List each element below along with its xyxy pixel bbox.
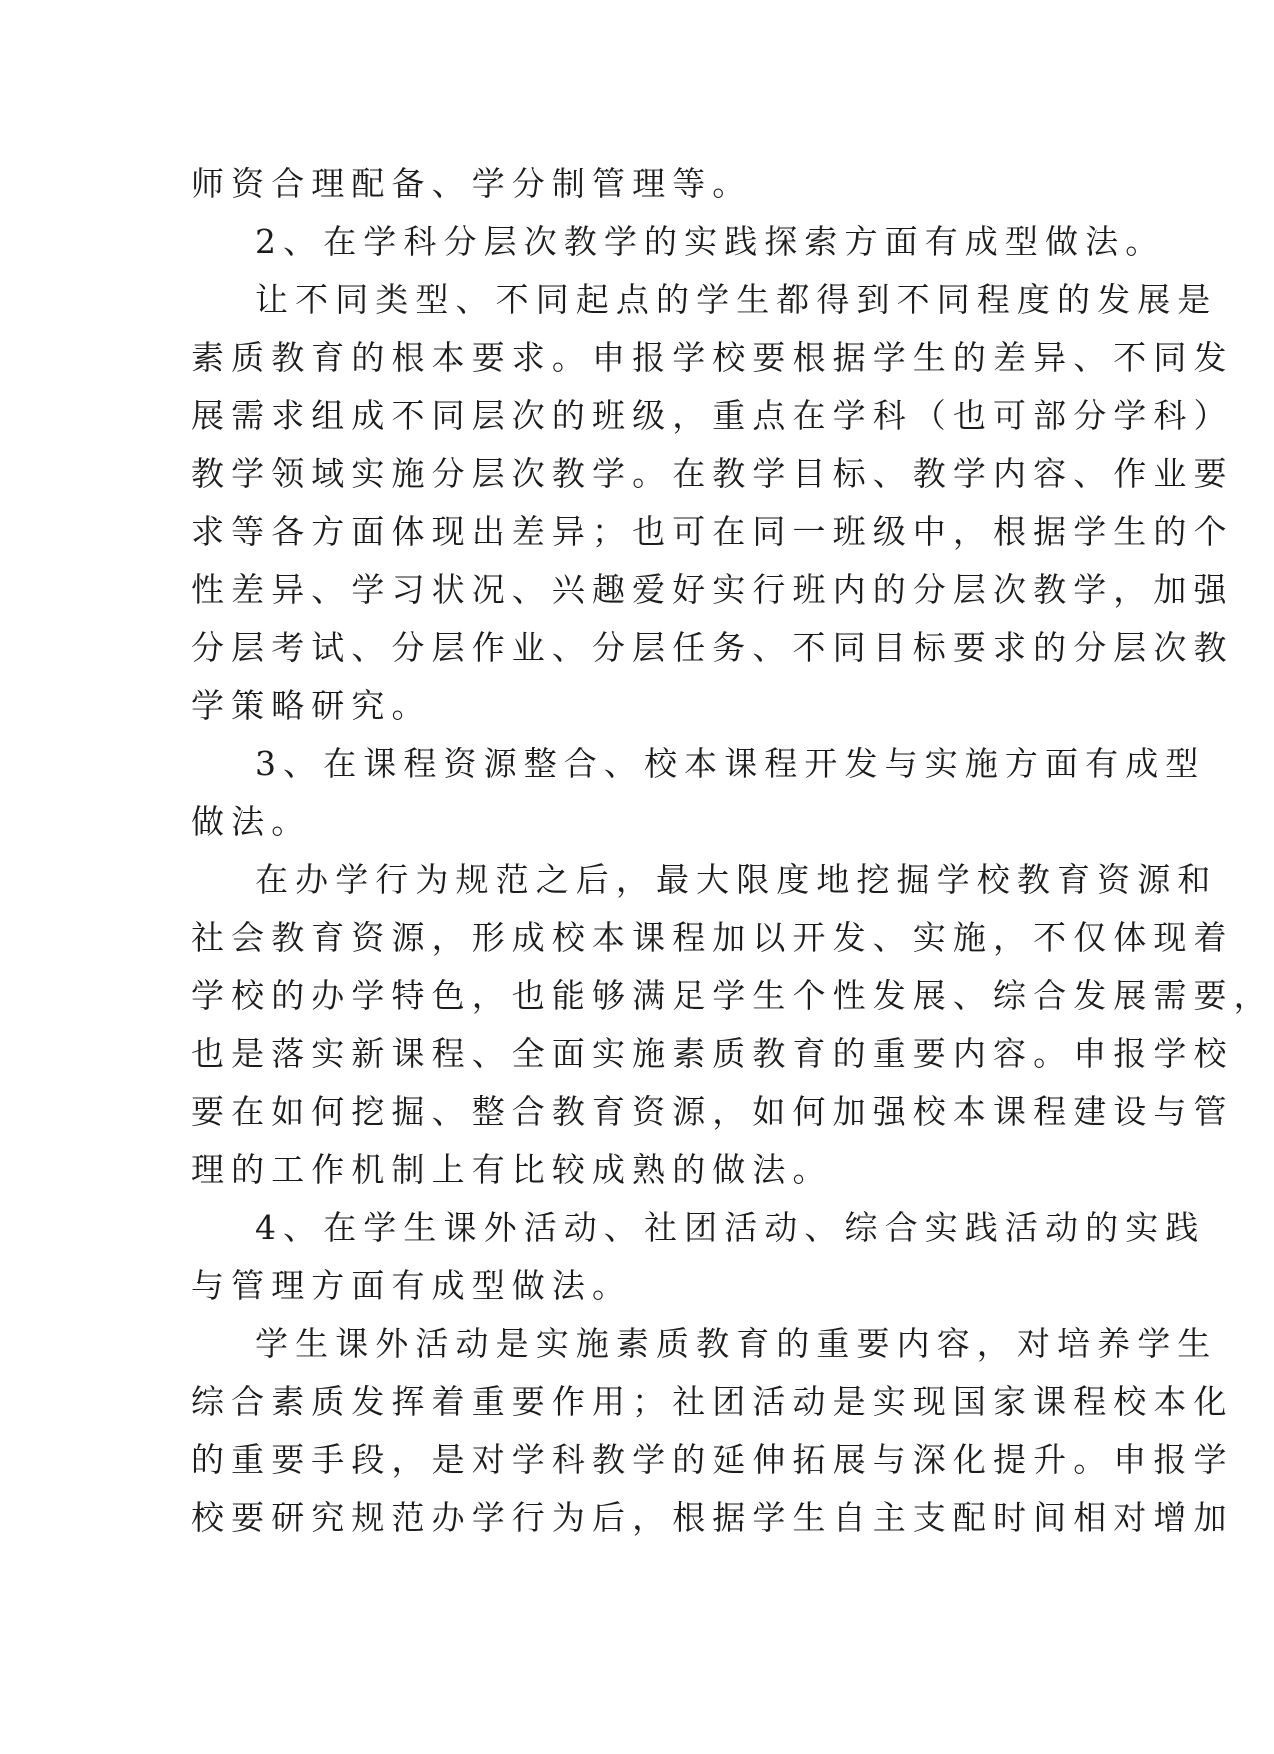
text-line: 展需求组成不同层次的班级，重点在学科（也可部分学科）	[191, 396, 1234, 435]
text-line: 综合素质发挥着重要作用；社团活动是实现国家课程校本化	[191, 1382, 1234, 1421]
text-line: 师资合理配备、学分制管理等。	[191, 164, 753, 203]
section-heading: 2、在学科分层次教学的实践探索方面有成型做法。	[255, 222, 1166, 261]
text-line: 教学领域实施分层次教学。在教学目标、教学内容、作业要	[191, 454, 1234, 493]
text-line: 让不同类型、不同起点的学生都得到不同程度的发展是	[255, 280, 1218, 319]
text-line: 要在如何挖掘、整合教育资源，如何加强校本课程建设与管	[191, 1092, 1234, 1131]
text-line: 理的工作机制上有比较成熟的做法。	[191, 1150, 833, 1189]
text-line: 学策略研究。	[191, 686, 432, 725]
section-heading: 4、在学生课外活动、社团活动、综合实践活动的实践	[255, 1208, 1206, 1247]
text-line: 求等各方面体现出差异；也可在同一班级中，根据学生的个	[191, 512, 1234, 551]
text-line: 学校的办学特色，也能够满足学生个性发展、综合发展需要，	[191, 976, 1274, 1015]
text-line: 素质教育的根本要求。申报学校要根据学生的差异、不同发	[191, 338, 1234, 377]
section-heading-continued: 与管理方面有成型做法。	[191, 1266, 633, 1305]
text-line: 性差异、学习状况、兴趣爱好实行班内的分层次教学，加强	[191, 570, 1234, 609]
text-line: 的重要手段，是对学科教学的延伸拓展与深化提升。申报学	[191, 1440, 1234, 1479]
text-line: 分层考试、分层作业、分层任务、不同目标要求的分层次教	[191, 628, 1234, 667]
text-line: 也是落实新课程、全面实施素质教育的重要内容。申报学校	[191, 1034, 1234, 1073]
text-line: 校要研究规范办学行为后，根据学生自主支配时间相对增加	[191, 1498, 1234, 1537]
text-line: 学生课外活动是实施素质教育的重要内容，对培养学生	[255, 1324, 1218, 1363]
text-line: 在办学行为规范之后，最大限度地挖掘学校教育资源和	[255, 860, 1218, 899]
section-heading-continued: 做法。	[191, 802, 312, 841]
section-heading: 3、在课程资源整合、校本课程开发与实施方面有成型	[255, 744, 1206, 783]
text-line: 社会教育资源，形成校本课程加以开发、实施，不仅体现着	[191, 918, 1234, 957]
